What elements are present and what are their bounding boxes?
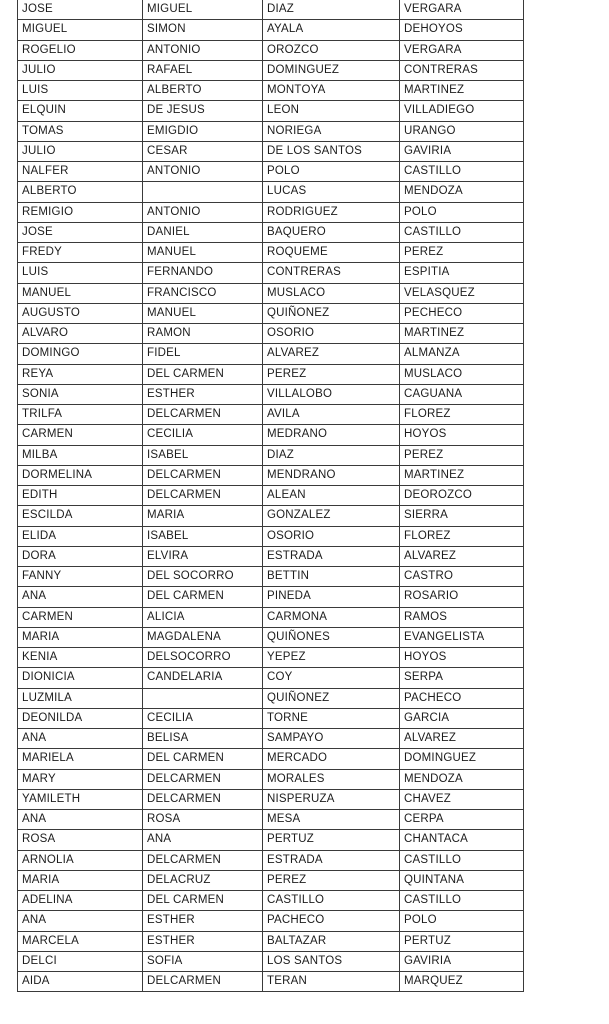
first-name-cell: FREDY: [18, 243, 143, 263]
second-surname-cell: VILLADIEGO: [400, 101, 524, 121]
first-surname-cell: PERTUZ: [263, 830, 400, 850]
first-name-cell: ELIDA: [18, 526, 143, 546]
table-row: [18, 607, 524, 627]
second-name-cell: ELVIRA: [143, 546, 263, 566]
first-surname-cell: ALVAREZ: [263, 344, 400, 364]
second-name-cell: ESTHER: [143, 911, 263, 931]
table-row: [18, 749, 524, 769]
first-name-cell: KENIA: [18, 648, 143, 668]
first-surname-cell: LOS SANTOS: [263, 951, 400, 971]
second-name-cell: DELCARMEN: [143, 972, 263, 992]
second-name-cell: FRANCISCO: [143, 283, 263, 303]
table-row: [18, 708, 524, 728]
second-name-cell: ANTONIO: [143, 202, 263, 222]
first-surname-cell: OSORIO: [263, 526, 400, 546]
table-row: [18, 364, 524, 384]
second-surname-cell: GAVIRIA: [400, 141, 524, 161]
first-name-cell: YAMILETH: [18, 789, 143, 809]
second-surname-cell: QUINTANA: [400, 870, 524, 890]
table-row: [18, 688, 524, 708]
second-name-cell: ISABEL: [143, 526, 263, 546]
first-name-cell: CARMEN: [18, 425, 143, 445]
table-row: [18, 850, 524, 870]
first-name-cell: LUZMILA: [18, 688, 143, 708]
second-name-cell: CANDELARIA: [143, 668, 263, 688]
table-row: [18, 162, 524, 182]
second-name-cell: CESAR: [143, 141, 263, 161]
second-surname-cell: GARCIA: [400, 708, 524, 728]
first-surname-cell: OROZCO: [263, 40, 400, 60]
second-surname-cell: PEREZ: [400, 243, 524, 263]
first-surname-cell: CASTILLO: [263, 891, 400, 911]
table-row: [18, 121, 524, 141]
table-row: [18, 891, 524, 911]
first-name-cell: REYA: [18, 364, 143, 384]
table-row: [18, 627, 524, 647]
first-surname-cell: PEREZ: [263, 870, 400, 890]
second-name-cell: DEL CARMEN: [143, 891, 263, 911]
second-surname-cell: CASTILLO: [400, 222, 524, 242]
first-surname-cell: QUIÑONEZ: [263, 688, 400, 708]
second-surname-cell: GAVIRIA: [400, 951, 524, 971]
table-row: [18, 668, 524, 688]
first-surname-cell: PACHECO: [263, 911, 400, 931]
second-surname-cell: CASTILLO: [400, 891, 524, 911]
table-row: [18, 445, 524, 465]
first-name-cell: DIONICIA: [18, 668, 143, 688]
first-surname-cell: SAMPAYO: [263, 729, 400, 749]
table-row: [18, 243, 524, 263]
first-name-cell: ANA: [18, 911, 143, 931]
second-name-cell: RAMON: [143, 324, 263, 344]
second-surname-cell: SERPA: [400, 668, 524, 688]
first-surname-cell: DE LOS SANTOS: [263, 141, 400, 161]
first-surname-cell: MORALES: [263, 769, 400, 789]
second-surname-cell: HOYOS: [400, 648, 524, 668]
first-surname-cell: QUIÑONEZ: [263, 303, 400, 323]
table-row: [18, 506, 524, 526]
first-surname-cell: DIAZ: [263, 445, 400, 465]
table-row: [18, 0, 524, 20]
table-row: [18, 60, 524, 80]
second-surname-cell: SIERRA: [400, 506, 524, 526]
second-surname-cell: ESPITIA: [400, 263, 524, 283]
second-surname-cell: RAMOS: [400, 607, 524, 627]
second-name-cell: DEL CARMEN: [143, 749, 263, 769]
first-name-cell: TOMAS: [18, 121, 143, 141]
first-name-cell: FANNY: [18, 567, 143, 587]
second-name-cell: DE JESUS: [143, 101, 263, 121]
second-name-cell: DEL CARMEN: [143, 587, 263, 607]
table-row: [18, 830, 524, 850]
first-surname-cell: NISPERUZA: [263, 789, 400, 809]
first-name-cell: ALVARO: [18, 324, 143, 344]
second-name-cell: MIGUEL: [143, 0, 263, 20]
first-name-cell: ELQUIN: [18, 101, 143, 121]
table-row: [18, 405, 524, 425]
first-surname-cell: TERAN: [263, 972, 400, 992]
first-surname-cell: MESA: [263, 810, 400, 830]
first-surname-cell: CARMONA: [263, 607, 400, 627]
first-surname-cell: ESTRADA: [263, 850, 400, 870]
first-name-cell: ANA: [18, 587, 143, 607]
table-row: [18, 222, 524, 242]
second-name-cell: FERNANDO: [143, 263, 263, 283]
table-row: [18, 789, 524, 809]
second-name-cell: [143, 182, 263, 202]
first-name-cell: MARIA: [18, 870, 143, 890]
table-row: [18, 546, 524, 566]
first-surname-cell: VILLALOBO: [263, 384, 400, 404]
first-name-cell: DEONILDA: [18, 708, 143, 728]
second-surname-cell: ALMANZA: [400, 344, 524, 364]
first-surname-cell: GONZALEZ: [263, 506, 400, 526]
first-name-cell: MARIELA: [18, 749, 143, 769]
second-name-cell: DELACRUZ: [143, 870, 263, 890]
first-name-cell: TRILFA: [18, 405, 143, 425]
second-surname-cell: EVANGELISTA: [400, 627, 524, 647]
first-surname-cell: BAQUERO: [263, 222, 400, 242]
first-surname-cell: ALEAN: [263, 486, 400, 506]
first-name-cell: MIGUEL: [18, 20, 143, 40]
second-name-cell: ALBERTO: [143, 81, 263, 101]
second-surname-cell: CASTILLO: [400, 162, 524, 182]
names-sheet: [17, 0, 523, 992]
table-row: [18, 729, 524, 749]
first-name-cell: MARY: [18, 769, 143, 789]
first-surname-cell: ESTRADA: [263, 546, 400, 566]
second-name-cell: ANTONIO: [143, 40, 263, 60]
first-name-cell: ESCILDA: [18, 506, 143, 526]
second-surname-cell: CHAVEZ: [400, 789, 524, 809]
second-surname-cell: HOYOS: [400, 425, 524, 445]
second-surname-cell: POLO: [400, 202, 524, 222]
first-surname-cell: MERCADO: [263, 749, 400, 769]
first-surname-cell: MEDRANO: [263, 425, 400, 445]
first-name-cell: MANUEL: [18, 283, 143, 303]
table-row: [18, 20, 524, 40]
first-surname-cell: DIAZ: [263, 0, 400, 20]
first-surname-cell: NORIEGA: [263, 121, 400, 141]
table-row: [18, 567, 524, 587]
first-name-cell: MILBA: [18, 445, 143, 465]
first-surname-cell: POLO: [263, 162, 400, 182]
second-name-cell: ALICIA: [143, 607, 263, 627]
table-row: [18, 587, 524, 607]
second-surname-cell: CAGUANA: [400, 384, 524, 404]
first-name-cell: ANA: [18, 729, 143, 749]
second-surname-cell: VELASQUEZ: [400, 283, 524, 303]
first-surname-cell: COY: [263, 668, 400, 688]
second-name-cell: BELISA: [143, 729, 263, 749]
second-surname-cell: MUSLACO: [400, 364, 524, 384]
table-row: [18, 486, 524, 506]
second-name-cell: CECILIA: [143, 425, 263, 445]
table-row: [18, 810, 524, 830]
first-name-cell: LUIS: [18, 81, 143, 101]
table-row: [18, 870, 524, 890]
first-name-cell: DOMINGO: [18, 344, 143, 364]
first-name-cell: ROSA: [18, 830, 143, 850]
second-name-cell: DANIEL: [143, 222, 263, 242]
first-surname-cell: BALTAZAR: [263, 931, 400, 951]
first-name-cell: JOSE: [18, 222, 143, 242]
second-name-cell: DELCARMEN: [143, 465, 263, 485]
second-name-cell: DELCARMEN: [143, 850, 263, 870]
second-surname-cell: VERGARA: [400, 40, 524, 60]
table-row: [18, 81, 524, 101]
table-row: [18, 425, 524, 445]
second-surname-cell: PERTUZ: [400, 931, 524, 951]
second-name-cell: SOFIA: [143, 951, 263, 971]
names-table-body: [18, 0, 524, 992]
first-surname-cell: YEPEZ: [263, 648, 400, 668]
table-row: [18, 40, 524, 60]
second-surname-cell: CHANTACA: [400, 830, 524, 850]
second-name-cell: [143, 688, 263, 708]
table-row: [18, 324, 524, 344]
table-row: [18, 182, 524, 202]
first-name-cell: SONIA: [18, 384, 143, 404]
first-name-cell: ANA: [18, 810, 143, 830]
table-row: [18, 526, 524, 546]
second-surname-cell: DOMINGUEZ: [400, 749, 524, 769]
second-name-cell: DELCARMEN: [143, 405, 263, 425]
second-name-cell: MANUEL: [143, 303, 263, 323]
second-name-cell: SIMON: [143, 20, 263, 40]
second-name-cell: FIDEL: [143, 344, 263, 364]
second-surname-cell: MARTINEZ: [400, 81, 524, 101]
first-surname-cell: LUCAS: [263, 182, 400, 202]
first-name-cell: NALFER: [18, 162, 143, 182]
second-name-cell: ESTHER: [143, 384, 263, 404]
second-name-cell: DELSOCORRO: [143, 648, 263, 668]
second-surname-cell: DEHOYOS: [400, 20, 524, 40]
first-name-cell: ARNOLIA: [18, 850, 143, 870]
second-surname-cell: MARTINEZ: [400, 465, 524, 485]
second-surname-cell: PEREZ: [400, 445, 524, 465]
first-surname-cell: LEON: [263, 101, 400, 121]
second-surname-cell: FLOREZ: [400, 526, 524, 546]
second-surname-cell: ALVAREZ: [400, 546, 524, 566]
first-name-cell: ROGELIO: [18, 40, 143, 60]
second-surname-cell: MENDOZA: [400, 182, 524, 202]
table-row: [18, 465, 524, 485]
first-surname-cell: OSORIO: [263, 324, 400, 344]
second-name-cell: DELCARMEN: [143, 769, 263, 789]
first-surname-cell: ROQUEME: [263, 243, 400, 263]
first-surname-cell: TORNE: [263, 708, 400, 728]
table-row: [18, 951, 524, 971]
first-name-cell: AUGUSTO: [18, 303, 143, 323]
second-name-cell: RAFAEL: [143, 60, 263, 80]
first-name-cell: REMIGIO: [18, 202, 143, 222]
first-name-cell: JULIO: [18, 141, 143, 161]
first-name-cell: ADELINA: [18, 891, 143, 911]
first-name-cell: LUIS: [18, 263, 143, 283]
first-surname-cell: DOMINGUEZ: [263, 60, 400, 80]
second-surname-cell: URANGO: [400, 121, 524, 141]
first-surname-cell: BETTIN: [263, 567, 400, 587]
table-row: [18, 263, 524, 283]
first-surname-cell: RODRIGUEZ: [263, 202, 400, 222]
second-name-cell: DELCARMEN: [143, 486, 263, 506]
second-name-cell: ANA: [143, 830, 263, 850]
second-surname-cell: CONTRERAS: [400, 60, 524, 80]
second-name-cell: ROSA: [143, 810, 263, 830]
first-surname-cell: PEREZ: [263, 364, 400, 384]
first-name-cell: JOSE: [18, 0, 143, 20]
first-surname-cell: PINEDA: [263, 587, 400, 607]
second-name-cell: ESTHER: [143, 931, 263, 951]
table-row: [18, 648, 524, 668]
second-surname-cell: MENDOZA: [400, 769, 524, 789]
second-name-cell: CECILIA: [143, 708, 263, 728]
first-name-cell: JULIO: [18, 60, 143, 80]
second-name-cell: ANTONIO: [143, 162, 263, 182]
second-surname-cell: DEOROZCO: [400, 486, 524, 506]
first-surname-cell: MONTOYA: [263, 81, 400, 101]
first-surname-cell: AVILA: [263, 405, 400, 425]
second-name-cell: MANUEL: [143, 243, 263, 263]
first-name-cell: DORA: [18, 546, 143, 566]
second-name-cell: DELCARMEN: [143, 789, 263, 809]
second-surname-cell: POLO: [400, 911, 524, 931]
first-surname-cell: QUIÑONES: [263, 627, 400, 647]
second-name-cell: MAGDALENA: [143, 627, 263, 647]
second-name-cell: ISABEL: [143, 445, 263, 465]
first-name-cell: DELCI: [18, 951, 143, 971]
first-name-cell: CARMEN: [18, 607, 143, 627]
table-row: [18, 101, 524, 121]
table-row: [18, 384, 524, 404]
table-row: [18, 931, 524, 951]
first-name-cell: MARIA: [18, 627, 143, 647]
second-name-cell: DEL SOCORRO: [143, 567, 263, 587]
table-row: [18, 911, 524, 931]
second-name-cell: MARIA: [143, 506, 263, 526]
table-row: [18, 344, 524, 364]
first-surname-cell: MUSLACO: [263, 283, 400, 303]
table-row: [18, 202, 524, 222]
second-surname-cell: FLOREZ: [400, 405, 524, 425]
first-name-cell: AIDA: [18, 972, 143, 992]
second-surname-cell: VERGARA: [400, 0, 524, 20]
first-name-cell: EDITH: [18, 486, 143, 506]
second-surname-cell: MARTINEZ: [400, 324, 524, 344]
second-surname-cell: MARQUEZ: [400, 972, 524, 992]
second-surname-cell: CASTRO: [400, 567, 524, 587]
first-surname-cell: MENDRANO: [263, 465, 400, 485]
second-surname-cell: CASTILLO: [400, 850, 524, 870]
table-row: [18, 283, 524, 303]
names-table: [17, 0, 524, 992]
first-name-cell: MARCELA: [18, 931, 143, 951]
second-surname-cell: PECHECO: [400, 303, 524, 323]
second-surname-cell: PACHECO: [400, 688, 524, 708]
second-name-cell: DEL CARMEN: [143, 364, 263, 384]
table-row: [18, 141, 524, 161]
second-surname-cell: ALVAREZ: [400, 729, 524, 749]
first-name-cell: DORMELINA: [18, 465, 143, 485]
table-row: [18, 303, 524, 323]
table-row: [18, 972, 524, 992]
table-row: [18, 769, 524, 789]
second-surname-cell: CERPA: [400, 810, 524, 830]
first-surname-cell: AYALA: [263, 20, 400, 40]
first-surname-cell: CONTRERAS: [263, 263, 400, 283]
second-name-cell: EMIGDIO: [143, 121, 263, 141]
first-name-cell: ALBERTO: [18, 182, 143, 202]
second-surname-cell: ROSARIO: [400, 587, 524, 607]
